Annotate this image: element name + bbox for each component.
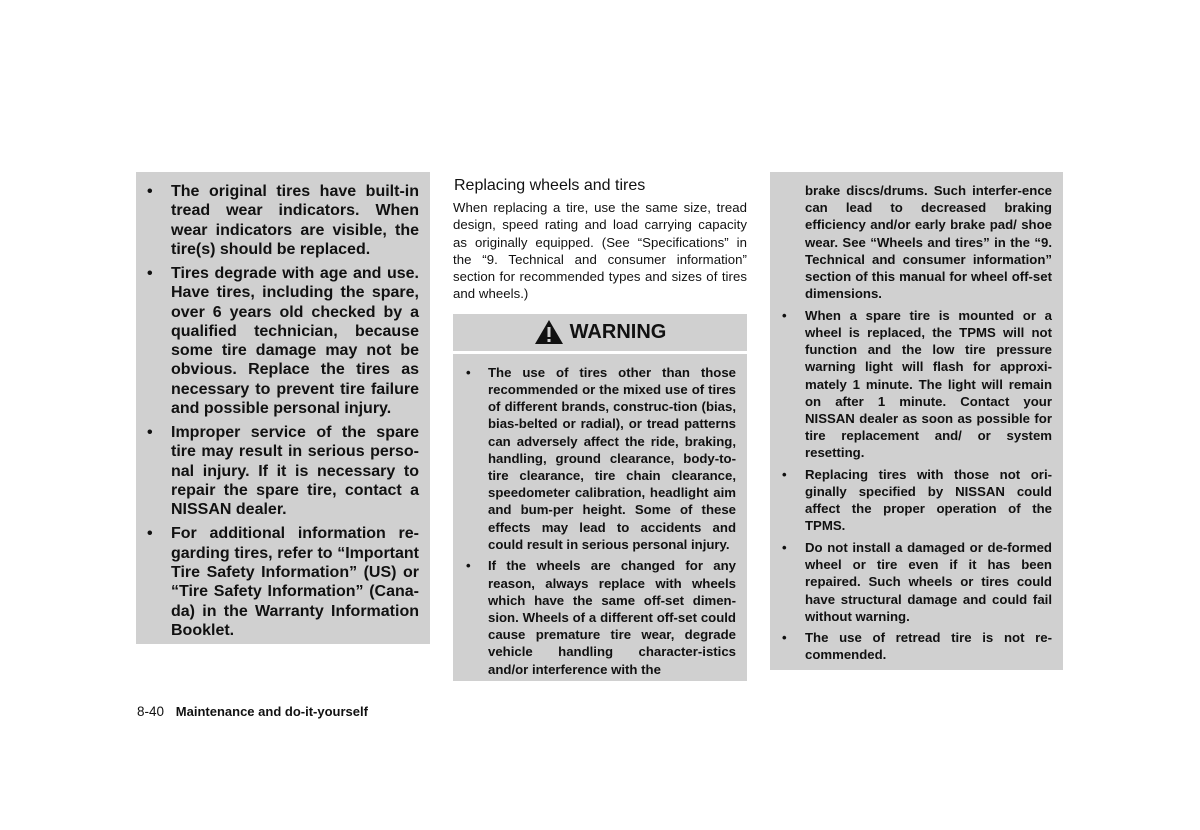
caution-box-left (136, 172, 430, 644)
section-body: When replacing a tire, use the same size, tread design, speed rating and load carrying capacity as originally equipped. (See “Specifications” in the “9. Technical and consumer information” section for recommended types and sizes of tires and wheels.) (453, 200, 747, 302)
middle-column (453, 172, 747, 681)
caution-list (136, 172, 430, 640)
warning-title: WARNING (569, 320, 667, 343)
warning-item: • The use of tires other than those recommended or the mixed use of tires of different brands, construc-tion (bias, bias-belted or radial), or tread patterns can adversely affect the ride, braking, handling, ground clearance, body-to-tire clearance, tire chain clearance, speedometer calibration, headlight aim and bum-per height. Some of these effects may lead to accidents and could result in serious personal injury. (488, 364, 736, 553)
caution-item: • Improper service of the spare tire may result in serious perso-nal injury. If it is necessary to repair the spare tire, contact a NISSAN dealer. (171, 423, 419, 519)
warning-header (453, 314, 747, 354)
caution-item: • Do not install a damaged or de-formed wheel or tire even if it has been repaired. Such wheels or tires could have structural damage and could fail without warning. (805, 539, 1052, 625)
section-title: Maintenance and do-it-yourself (175, 704, 368, 719)
continued-text: brake discs/drums. Such interfer-ence can lead to decreased braking efficiency and/or early brake pad/ shoe wear. See “Wheels and tires” in the “9. Technical and consumer information” section of this manual for wheel off-set dimensions. (805, 183, 1052, 302)
warning-item: • If the wheels are changed for any reason, always replace with wheels which have the same off-set dimen-sion. Wheels of a different off-set could cause premature tire wear, degrade vehicle handling character-istics and/or interference with the (488, 557, 736, 677)
warning-box (453, 314, 747, 681)
caution-item: • Replacing tires with those not ori-ginally specified by NISSAN could affect the proper operation of the TPMS. (805, 466, 1052, 535)
section-heading: Replacing wheels and tires (454, 177, 646, 194)
caution-box-right (770, 172, 1063, 670)
warning-list (488, 364, 736, 678)
caution-item: • The use of retread tire is not re-commended. (805, 629, 1052, 663)
page-footer (137, 704, 368, 719)
caution-item: • The original tires have built-in tread wear indicators. When wear indicators are visible, the tire(s) should be replaced. (171, 182, 419, 259)
warning-triangle-icon (534, 319, 564, 345)
caution-item: • Tires degrade with age and use. Have tires, including the spare, over 6 years old checked by a qualified technician, because some tire damage may not be obvious. Replace the tires as necessary to prevent tire failure and possible personal injury. (171, 264, 419, 418)
caution-item: • When a spare tire is mounted or a wheel is replaced, the TPMS will not function and the low tire pressure warning light will flash for approxi-mately 1 minute. The light will remain on after 1 minute. Contact your NISSAN dealer as soon as possible for tire replacement and/ or system resetting. (805, 307, 1052, 462)
warning-body (453, 354, 747, 681)
caution-item: • For additional information re-garding tires, refer to “Important Tire Safety Information” (US) or “Tire Safety Information” (Cana-da) in the Warranty Information Booklet. (171, 524, 419, 640)
caution-list (770, 307, 1063, 664)
page-number: 8-40 (137, 704, 165, 719)
